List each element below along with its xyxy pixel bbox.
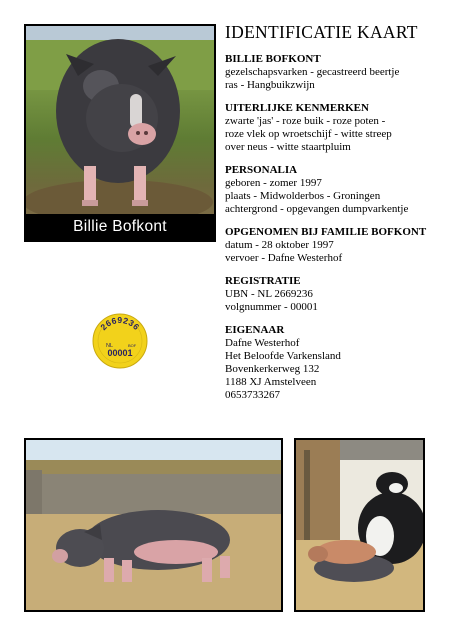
card-title: IDENTIFICATIE KAART bbox=[225, 22, 418, 42]
identification-text bbox=[225, 22, 445, 412]
photo-caption: Billie Bofkont bbox=[73, 218, 167, 235]
main-photo-frame bbox=[24, 24, 216, 242]
pig-and-calf-photo-frame bbox=[294, 438, 425, 612]
section-line: volgnummer - 00001 bbox=[225, 301, 318, 313]
section-line: ras - Hangbuikzwijn bbox=[225, 79, 315, 91]
section-line: gezelschapsvarken - gecastreerd beertje bbox=[225, 66, 400, 78]
section-line: zwarte 'jas' - roze buik - roze poten - bbox=[225, 115, 386, 127]
section-line: vervoer - Dafne Westerhof bbox=[225, 252, 343, 264]
section-uiterlijke-kenmerken bbox=[225, 102, 445, 154]
ear-tag-left-text: NL bbox=[106, 343, 114, 349]
section-eigenaar bbox=[225, 324, 445, 402]
section-billie-bofkont bbox=[225, 53, 445, 92]
section-line: over neus - witte staartpluim bbox=[225, 141, 351, 153]
section-line: achtergrond - opgevangen dumpvarkentje bbox=[225, 203, 409, 215]
ear-tag-number: 00001 bbox=[107, 348, 133, 358]
section-heading: BILLIE BOFKONT bbox=[225, 53, 321, 65]
section-line: 1188 XJ Amstelveen bbox=[225, 376, 317, 388]
section-heading: OPGENOMEN BIJ FAMILIE BOFKONT bbox=[225, 226, 427, 238]
section-line: 0653733267 bbox=[225, 389, 280, 401]
section-heading: REGISTRATIE bbox=[225, 275, 301, 287]
section-line: Het Beloofde Varkensland bbox=[225, 350, 341, 362]
section-line: plaats - Midwolderbos - Groningen bbox=[225, 190, 381, 202]
section-opgenomen bbox=[225, 226, 445, 265]
ear-tag-right-text: BOF bbox=[128, 343, 137, 348]
pig-farm-photo-frame bbox=[24, 438, 283, 612]
section-line: Dafne Westerhof bbox=[225, 337, 300, 349]
section-line: roze vlek op wroetschijf - witte streep bbox=[225, 128, 392, 140]
section-registratie bbox=[225, 275, 445, 314]
pig-portrait-photo bbox=[26, 26, 214, 214]
ear-tag-top-text: 2669236 bbox=[98, 315, 142, 333]
section-heading: PERSONALIA bbox=[225, 164, 298, 176]
section-line: datum - 28 oktober 1997 bbox=[225, 239, 334, 251]
ear-tag bbox=[92, 313, 148, 369]
pig-in-straw-illustration bbox=[26, 440, 281, 610]
section-heading: EIGENAAR bbox=[225, 324, 285, 336]
section-heading: UITERLIJKE KENMERKEN bbox=[225, 102, 369, 114]
section-personalia bbox=[225, 164, 445, 216]
pig-portrait-illustration bbox=[26, 26, 214, 214]
section-line: UBN - NL 2669236 bbox=[225, 288, 313, 300]
pig-with-calf-illustration bbox=[296, 440, 423, 610]
pig-with-calf-photo bbox=[296, 440, 423, 610]
pig-in-straw-photo bbox=[26, 440, 281, 610]
section-line: geboren - zomer 1997 bbox=[225, 177, 322, 189]
section-line: Bovenkerkerweg 132 bbox=[225, 363, 320, 375]
